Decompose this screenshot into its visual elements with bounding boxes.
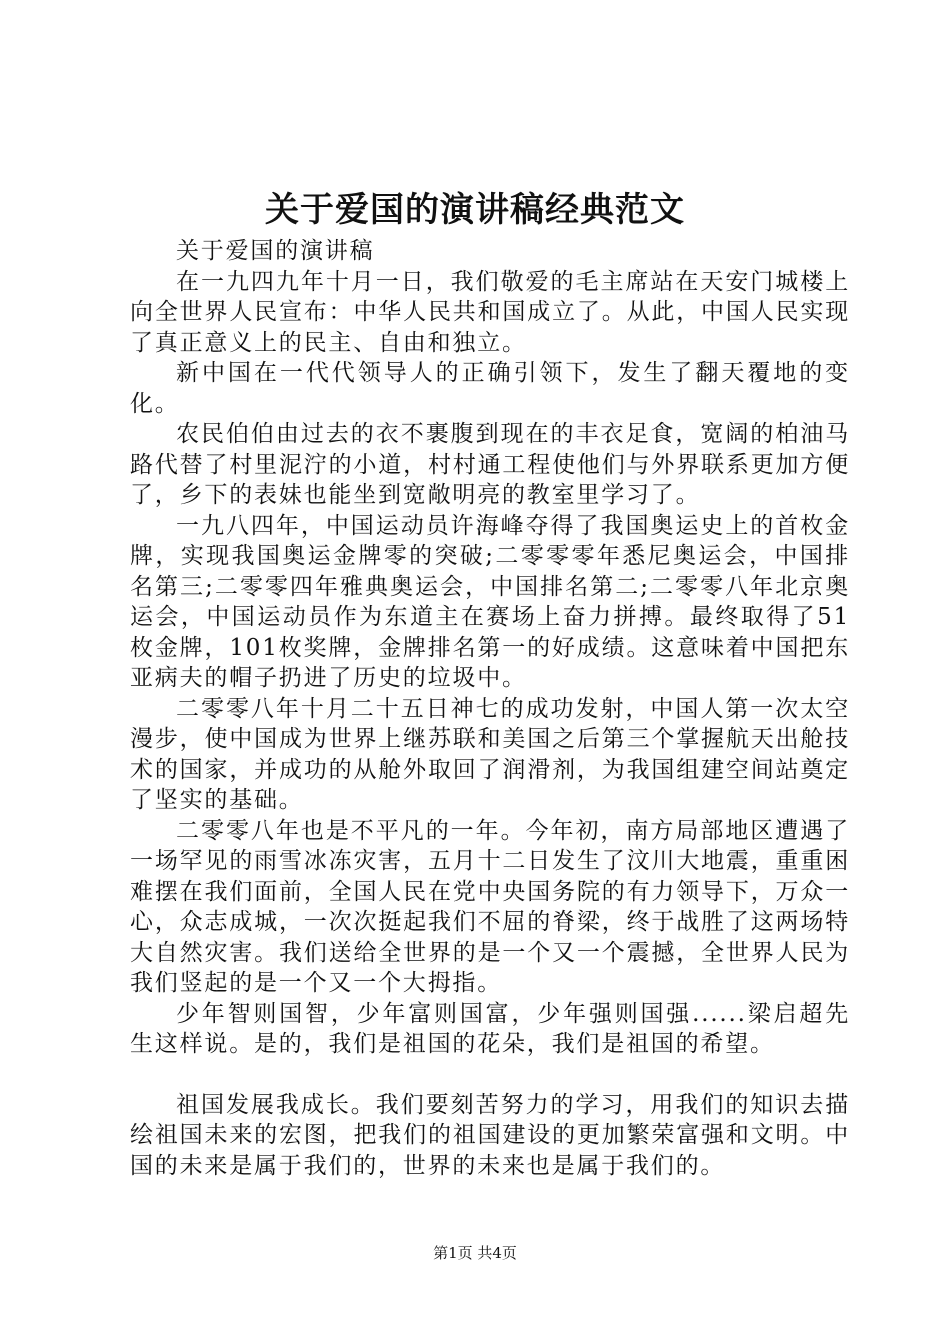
page-number-footer: 第1页 共4页 <box>433 1244 517 1262</box>
paragraph: 二零零八年十月二十五日神七的成功发射，中国人第一次太空漫步，使中国成为世界上继苏联和美国之后第三个掌握航天出舱技术的国家，并成功的从舱外取回了润滑剂，为我国组建空间站奠定了坚实的基础。 <box>130 695 850 813</box>
paragraph: 祖国发展我成长。我们要刻苦努力的学习，用我们的知识去描绘祖国未来的宏图，把我们的祖国建设的更加繁荣富强和文明。中国的未来是属于我们的，世界的未来也是属于我们的。 <box>130 1091 850 1179</box>
paragraph: 少年智则国智，少年富则国富，少年强则国强......梁启超先生这样说。是的，我们是祖国的花朵，我们是祖国的希望。 <box>130 1000 850 1057</box>
paragraph-heading: 关于爱国的演讲稿 <box>176 238 375 264</box>
page-title: 关于爱国的演讲稿经典范文 <box>265 190 685 230</box>
paragraph: 在一九四九年十月一日，我们敬爱的毛主席站在天安门城楼上向全世界人民宣布：中华人民共和国成立了。从此，中国人民实现了真正意义上的民主、自由和独立。 <box>130 268 850 356</box>
paragraph: 二零零八年也是不平凡的一年。今年初，南方局部地区遭遇了一场罕见的雨雪冰冻灾害，五月十二日发生了汶川大地震，重重困难摆在我们面前，全国人民在党中央国务院的有力领导下，万众一心，众志成城，一次次挺起我们不屈的脊梁，终于战胜了这两场特大自然灾害。我们送给全世界的是一个又一个震撼，全世界人民为我们竖起的是一个又一个大拇指。 <box>130 817 850 996</box>
paragraph: 一九八四年，中国运动员许海峰夺得了我国奥运史上的首枚金牌，实现我国奥运金牌零的突破;二零零零年悉尼奥运会，中国排名第三;二零零四年雅典奥运会，中国排名第二;二零零八年北京奥运会，中国运动员作为东道主在赛场上奋力拼搏。最终取得了51枚金牌，101枚奖牌，金牌排名第一的好成绩。这意味着中国把东亚病夫的帽子扔进了历史的垃圾中。 <box>130 512 850 691</box>
paragraph: 农民伯伯由过去的衣不裹腹到现在的丰衣足食，宽阔的柏油马路代替了村里泥泞的小道，村村通工程使他们与外界联系更加方便了，乡下的表妹也能坐到宽敞明亮的教室里学习了。 <box>130 421 850 508</box>
document-body <box>130 236 850 1181</box>
paragraph: 新中国在一代代领导人的正确引领下，发生了翻天覆地的变化。 <box>130 360 850 417</box>
